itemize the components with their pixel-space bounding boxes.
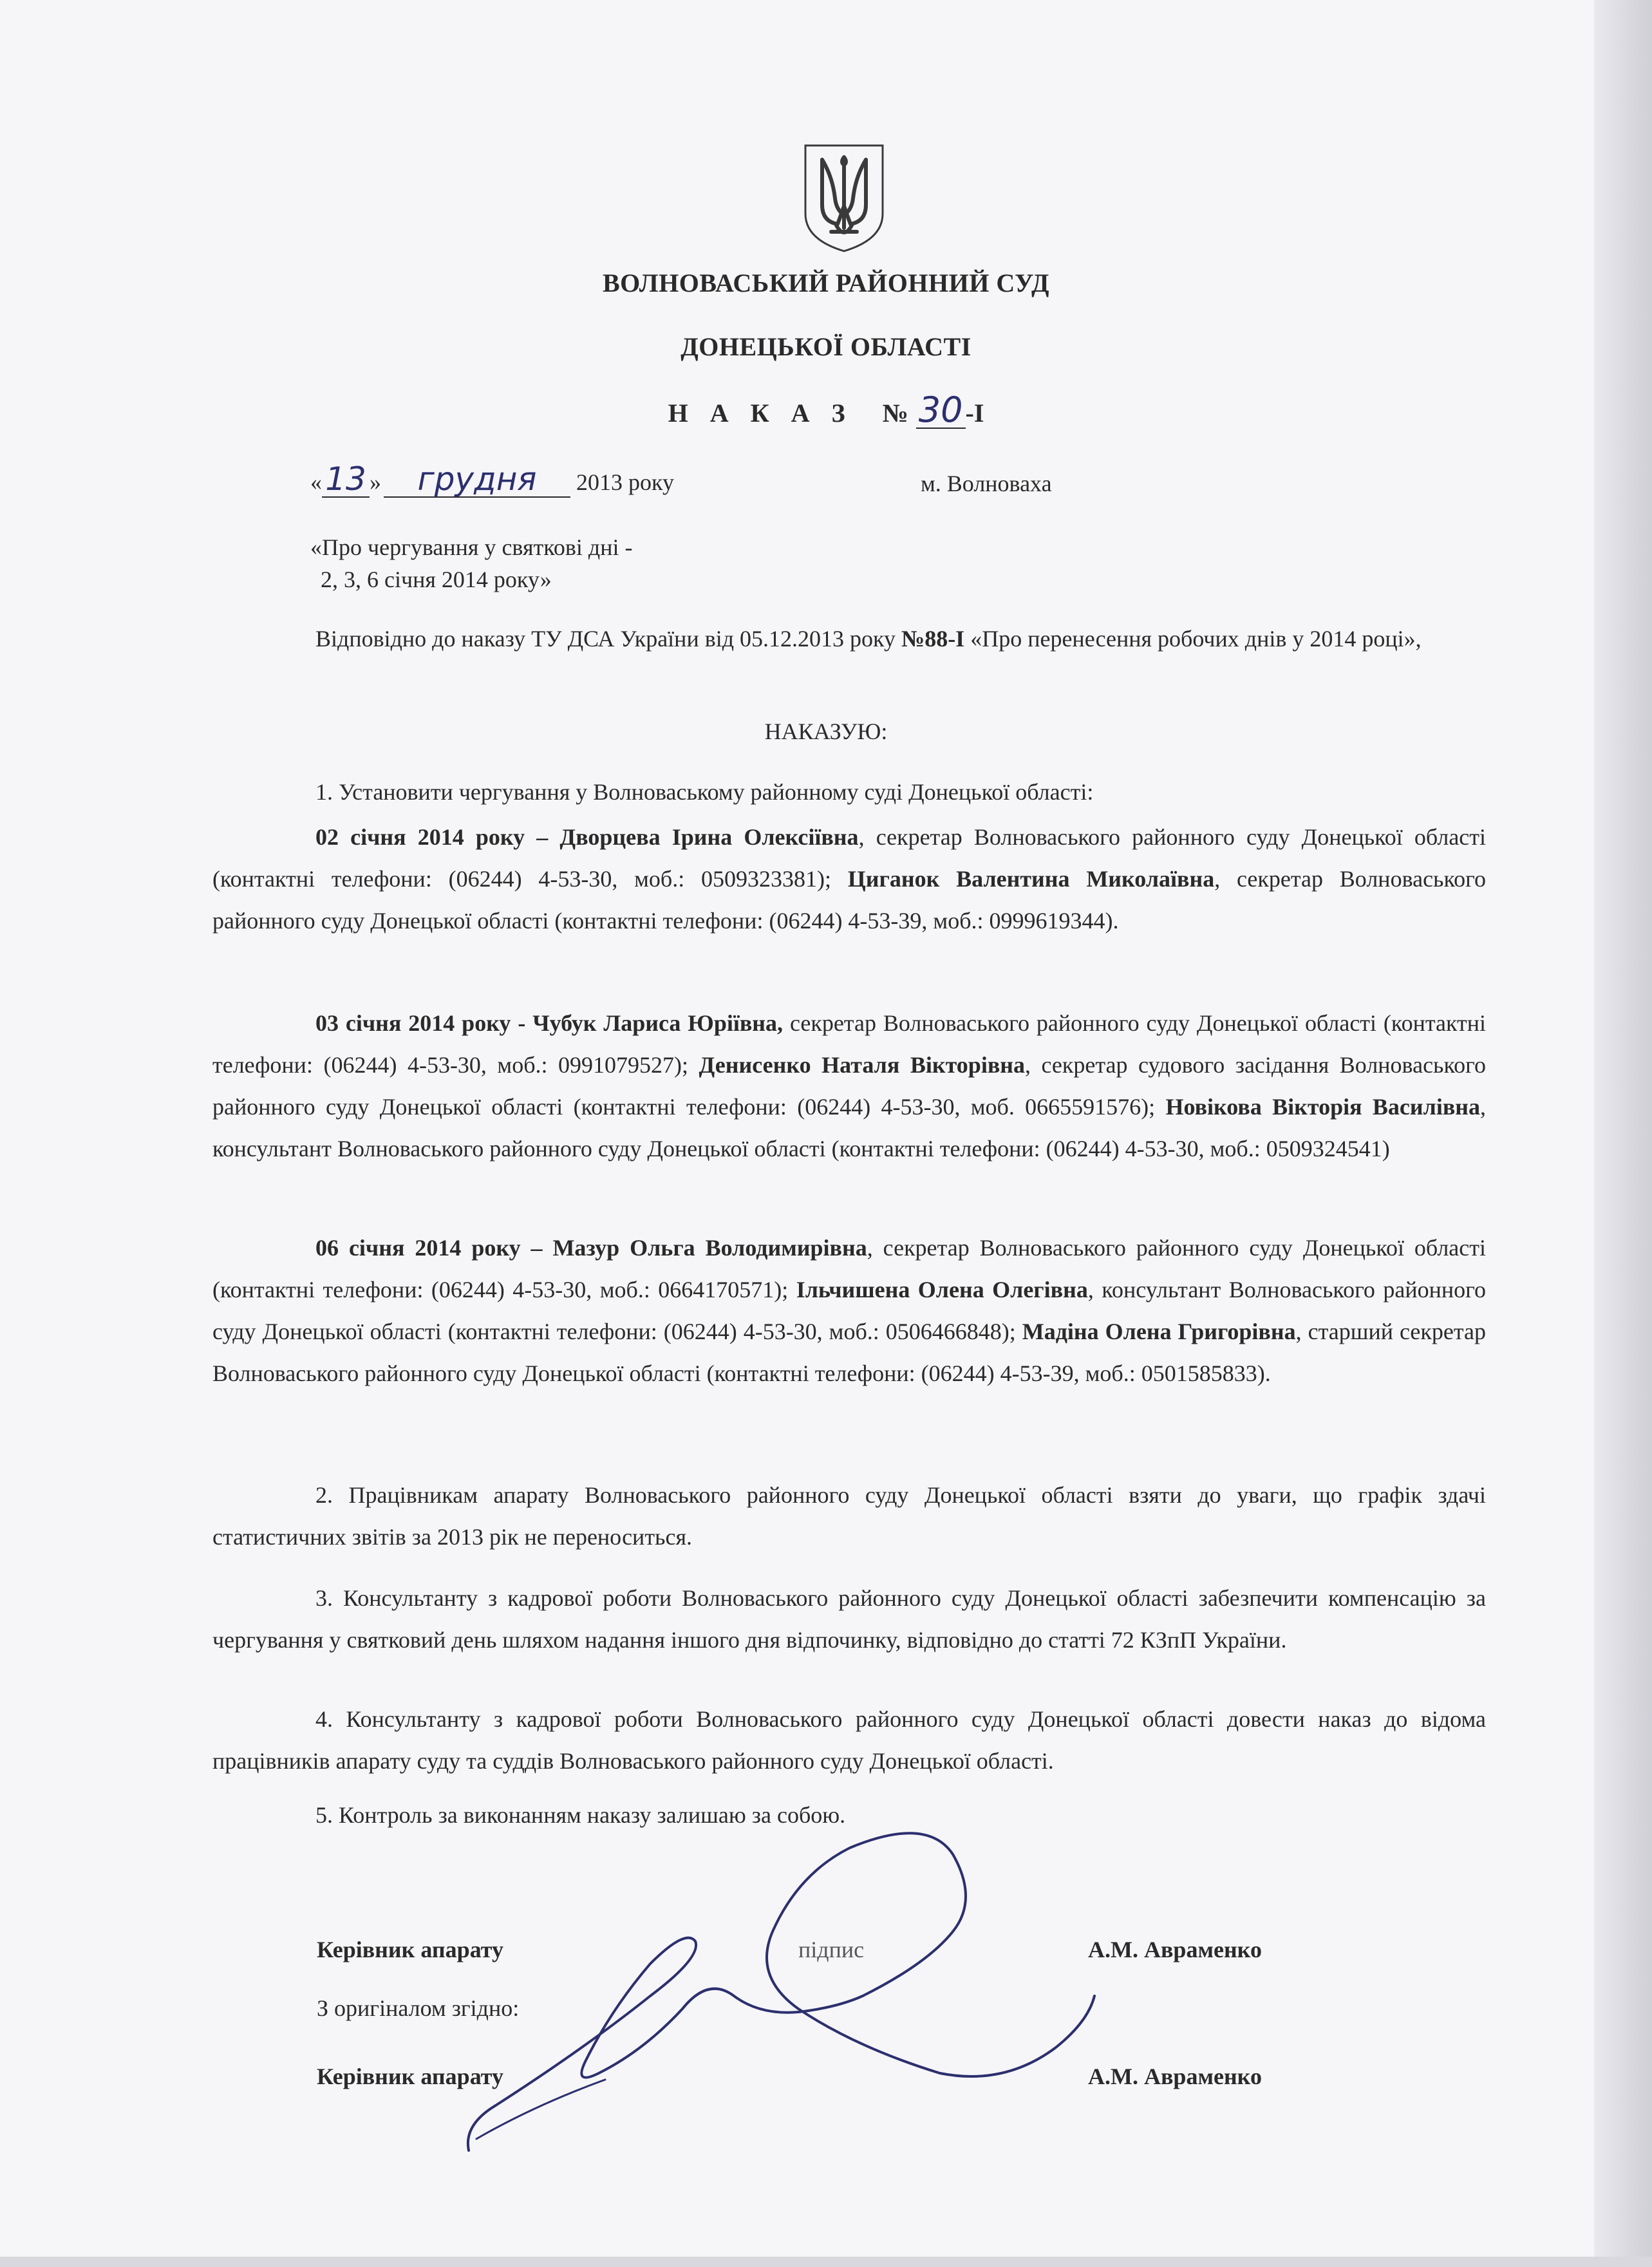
copy-certification-note: З оригіналом згідно: [317, 1995, 520, 2021]
date-close-quote: » [370, 469, 381, 495]
trident-coat-of-arms-icon [803, 143, 885, 254]
date-open-quote: « [310, 469, 322, 495]
paragraph-4: 4. Консультанту з кадрової роботи Волноваського районного суду Донецької області довести наказ до відома працівників апарату суду та суддів Волноваського районного суду Донецької області. [212, 1706, 1486, 1774]
signer-role-2: Керівник апарату [317, 2064, 503, 2089]
date-day-handwritten: 13 [322, 462, 370, 498]
duty-jan-06: 06 січня 2014 року – Мазур Ольга Володимирівна, секретар Волноваського районного суду Донецької області (контактні телефони: (06244) 4-53-30, моб.: 0664170571); Ільчишена Олена Олегівна, консультант Волноваського районного суду Донецької області (контактні телефони: (06244) 4-53-30, моб.: 0506466848); Мадіна Олена Григорівна, старший секретар Волноваського районного суду Донецької області (контактні телефони: (06244) 4-53-39, моб.: 0501585833). [212, 1235, 1487, 1386]
court-region: ДОНЕЦЬКОЇ ОБЛАСТІ [681, 332, 971, 361]
date-month-handwritten: грудня [384, 462, 570, 498]
subject-line-2: 2, 3, 6 січня 2014 року» [321, 567, 552, 592]
order-number-handwritten: 30 [916, 393, 966, 429]
paragraph-3: 3. Консультанту з кадрової роботи Волноваського районного суду Донецької області забезпечити компенсацію за чергування у святковий день шляхом надання іншого дня відпочинку, відповідно до статті 72 КЗпП України. [212, 1585, 1486, 1653]
order-title [0, 390, 1652, 430]
duty-jan-02: 02 січня 2014 року – Дворцева Ірина Олексіївна, секретар Волноваського районного суду Донецької області (контактні телефони: (06244) 4-53-30, моб.: 0509323381); Циганок Валентина Миколаївна, секретар Волноваського районного суду Донецької області (контактні телефони: (06244) 4-53-39, моб.: 0999619344). [212, 824, 1487, 934]
signer-role-1: Керівник апарату [317, 1937, 503, 1962]
order-word: Н А К А З [668, 399, 853, 428]
signer-name-2: А.М. Авраменко [1088, 2064, 1262, 2089]
order-basis: Відповідно до наказу ТУ ДСА України від 05.12.2013 року №88-І «Про перенесення робочих днів у 2014 році», [315, 626, 1422, 652]
date-year: 2013 року [576, 469, 674, 495]
order-city: м. Волноваха [921, 471, 1052, 496]
subject-line-1: «Про чергування у святкові дні - [310, 534, 633, 560]
handwritten-signature [438, 1803, 1339, 2163]
court-name: ВОЛНОВАСЬКИЙ РАЙОННИЙ СУД [602, 268, 1050, 297]
paragraph-5: 5. Контроль за виконанням наказу залишаю за собою. [315, 1802, 846, 1828]
paragraph-2: 2. Працівникам апарату Волноваського районного суду Донецької області взяти до уваги, що графік здачі статистичних звітів за 2013 рік не переноситься. [212, 1482, 1486, 1550]
duty-jan-03: 03 січня 2014 року - Чубук Лариса Юріївна, секретар Волноваського районного суду Донецької області (контактні телефони: (06244) 4-53-30, моб.: 0991079527); Денисенко Наталя Вікторівна, секретар судового засідання Волноваського районного суду Донецької області (контактні телефони: (06244) 4-53-30, моб. 0665591576); Новікова Вікторія Василівна, консультант Волноваського районного суду Донецької області (контактні телефони: (06244) 4-53-30, моб.: 0509324541) [212, 1010, 1487, 1162]
order-number-suffix: -І [965, 399, 984, 428]
order-directive: НАКАЗУЮ: [764, 719, 888, 744]
scan-edge-bottom [0, 2257, 1652, 2267]
order-date [310, 462, 674, 498]
number-sign: № [882, 399, 916, 428]
signer-name-1: А.М. Авраменко [1088, 1937, 1262, 1962]
order-subject [310, 531, 632, 596]
paragraph-1: 1. Установити чергування у Волноваському районному суді Донецької області: [315, 779, 1094, 805]
signed-mark: підпис [798, 1937, 865, 1962]
